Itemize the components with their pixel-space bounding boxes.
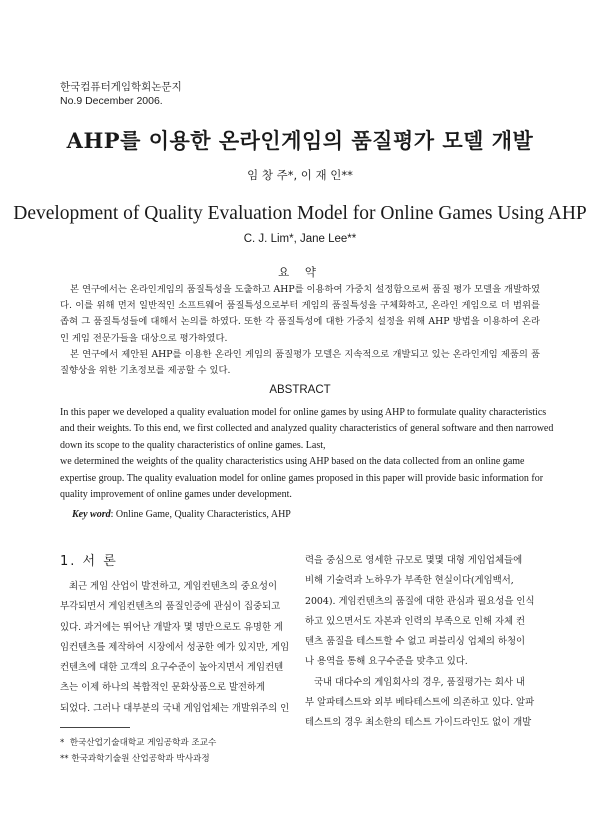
- korean-abstract-heading: 요 약: [278, 265, 322, 279]
- keywords-label: Key word: [72, 509, 111, 520]
- body-line: 컨텐츠에 대한 고객의 요구수준이 높아지면서 게임컨텐: [60, 662, 284, 674]
- footnote-1: * 한국산업기술대학교 게임공학과 조교수: [60, 738, 217, 748]
- body-line: 국내 대다수의 게임회사의 경우, 품질평가는 회사 내: [305, 676, 525, 688]
- body-line: 2004). 게임컨텐츠의 품질에 대한 관심과 필요성을 인식: [305, 595, 535, 607]
- body-line: 임컨텐츠를 제작하여 시장에서 성공한 예가 있지만, 게임: [60, 641, 290, 653]
- body-line: 비해 기술력과 노하우가 부족한 현실이다(게임백서,: [305, 575, 514, 587]
- body-line: 최근 게임 산업이 발전하고, 게임컨텐츠의 중요성이: [60, 581, 278, 592]
- body-line: 력을 중심으로 영세한 규모로 몇몇 대형 게임업체들에: [305, 555, 523, 566]
- journal-issue: No.9 December 2006.: [60, 95, 163, 107]
- keywords: [72, 509, 291, 520]
- body-line: 되었다. 그러나 대부분의 국내 게임업체는 개발위주의 인: [60, 702, 290, 714]
- english-abstract-line: down its scope to the quality characteristics of online games. Last,: [60, 439, 326, 451]
- footnotes: [60, 735, 216, 767]
- keywords-text: : Online Game, Quality Characteristics, AHP: [110, 509, 291, 520]
- korean-abstract-paragraph-2: 본 연구에서 제안된 AHP를 이용한 온라인 게임의 품질평가 모델은 지속적으로 개발되고 있는 온라인게임 제품의 품질향상을 위한 기초정보를 제공할 수 있다.: [60, 348, 540, 377]
- body-line: 하고 있으면서도 자본과 인력의 부족으로 인해 자체 컨: [305, 615, 526, 627]
- body-line: 테스트의 경우 최소한의 테스트 가이드라인도 없이 개발: [305, 717, 532, 729]
- english-abstract-line: and their weights. To this end, we first collected and analyzed quality characteristics of general software and then narrowed: [60, 423, 554, 435]
- english-abstract: [60, 405, 554, 503]
- journal-header: [60, 80, 182, 108]
- english-abstract-heading: ABSTRACT: [269, 384, 331, 396]
- english-abstract-line: quality improvement of online games under development.: [60, 489, 292, 501]
- body-line: 텐츠 품질을 테스트할 수 없고 퍼블리싱 업체의 하청이: [305, 636, 526, 648]
- body-line: 부각되면서 게임컨텐츠의 품질인증에 관심이 집중되고: [60, 601, 281, 613]
- english-abstract-line: we determined the weights of the quality characteristics using AHP based on the data collected from an online game: [60, 456, 525, 468]
- journal-name: 한국컴퓨터게임학회논문지: [60, 81, 182, 93]
- body-column-left: [60, 577, 292, 719]
- body-line: 있다. 과거에는 뛰어난 개발자 몇 명만으로도 유명한 게: [60, 621, 284, 633]
- body-column-right: [305, 551, 541, 734]
- body-line: 나 용역을 통해 요구수준을 맞추고 있다.: [305, 656, 468, 668]
- paper-title-english: Development of Quality Evaluation Model for Online Games Using AHP: [13, 203, 587, 224]
- body-line: 부 알파테스트와 외부 베타테스트에 의존하고 있다. 알파: [305, 697, 535, 709]
- footnote-2: ** 한국과학기술원 산업공학과 박사과정: [60, 754, 210, 764]
- korean-abstract-paragraph-1: 본 연구에서는 온라인게임의 품질특성을 도출하고 AHP를 이용하여 가중치 설정함으로써 품질 평가 모델을 개발하였다. 이를 위해 먼저 일반적인 소프트웨어 품질특성으로부터 게임의 품질특성을 구체화하고, 온라인 게임으로 더 범위를 좁혀 그 품질특성들에 대해서 논의를 하였다. 또한 각 품질특성에 대한 가중치 설정을 위해 AHP 방법을 이용하여 온라인 게임 전문가들을 대상으로 평가하였다.: [60, 284, 540, 344]
- paper-title-korean: AHP를 이용한 온라인게임의 품질평가 모델 개발: [66, 128, 534, 153]
- authors-korean: 임 창 주*, 이 재 인**: [247, 168, 353, 182]
- english-abstract-line: In this paper we developed a quality evaluation model for online games by using AHP to formulate quality characteristics: [60, 407, 547, 418]
- footnote-divider: [60, 727, 130, 728]
- korean-abstract: [60, 282, 540, 379]
- english-abstract-line: expertise group. The quality evaluation model for online games proposed in this paper will provide basic information for: [60, 472, 544, 484]
- authors-english: C. J. Lim*, Jane Lee**: [243, 233, 357, 245]
- body-line: 츠는 이제 하나의 복합적인 문화상품으로 발전하게: [60, 682, 266, 694]
- section-heading-introduction: 1. 서 론: [60, 554, 118, 569]
